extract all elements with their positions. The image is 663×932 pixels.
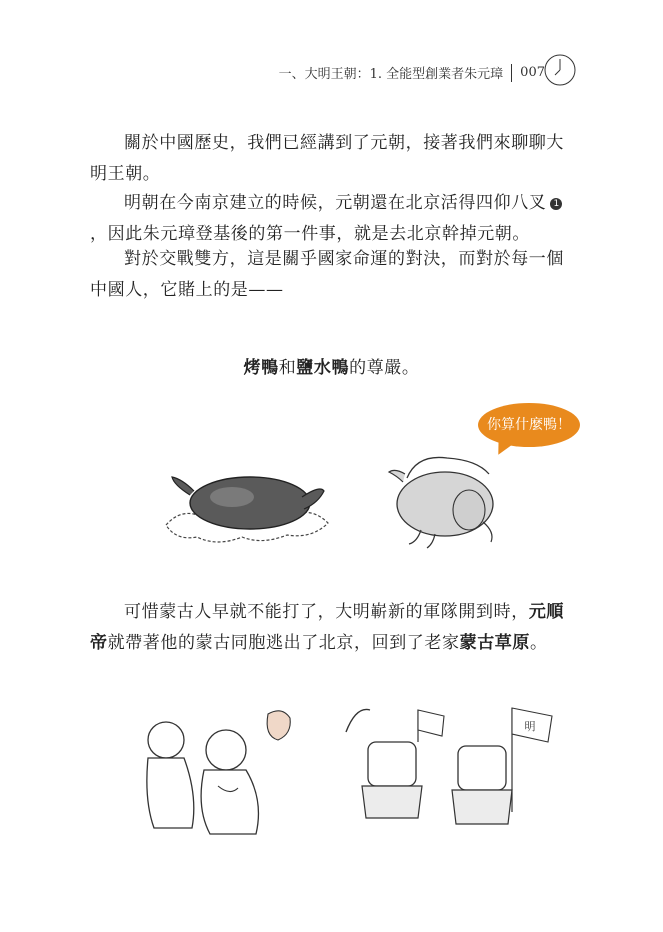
chapter-title: 一、大明王朝：1. 全能型創業者朱元璋 (278, 67, 504, 82)
speech-bubble: 你算什麼鴨！ (478, 403, 580, 447)
flag-label: 明 (524, 720, 536, 733)
paragraph-stakes: 對於交戰雙方，這是關乎國家命運的對決，而對於每一個中國人，它賭上的是—— (90, 249, 564, 300)
roast-duck-illustration (162, 455, 332, 545)
paragraph-text: 明朝在今南京建立的時候，元朝還在北京活得四仰八叉 (124, 193, 547, 213)
page-number: 007 (520, 65, 545, 80)
salted-duck-term: 鹽水鴨 (296, 358, 350, 378)
paragraph-ming-nanjing (90, 188, 578, 250)
ming-soldiers-illustration (322, 702, 562, 838)
connector-text: 和 (278, 358, 297, 378)
place-name: 蒙古草原 (459, 633, 531, 653)
paragraph-text: 就帶著他的蒙古同胞逃出了北京，回到了老家 (107, 633, 460, 653)
clock-icon (543, 53, 577, 87)
paragraph-text: 。 (530, 633, 548, 653)
roast-duck-term: 烤鴨 (243, 358, 279, 378)
dignity-line (0, 353, 663, 378)
salted-duck-illustration (377, 444, 507, 550)
paragraph-intro: 關於中國歷史，我們已經講到了元朝，接著我們來聊聊大明王朝。 (90, 133, 564, 184)
paragraph-mongol-retreat (90, 597, 578, 659)
running-header (279, 63, 545, 82)
fleeing-mongols-illustration (126, 700, 294, 840)
paragraph-text: ，因此朱元璋登基後的第一件事，就是去北京幹掉元朝。 (90, 224, 530, 244)
paragraph-text: 可惜蒙古人早就不能打了，大明嶄新的軍隊開到時， (124, 602, 529, 622)
suffix-text: 的尊嚴。 (349, 358, 420, 378)
header-divider (511, 64, 512, 82)
emperor-name: 元順帝 (90, 602, 565, 653)
footnote-marker[interactable]: 1 (550, 198, 562, 210)
